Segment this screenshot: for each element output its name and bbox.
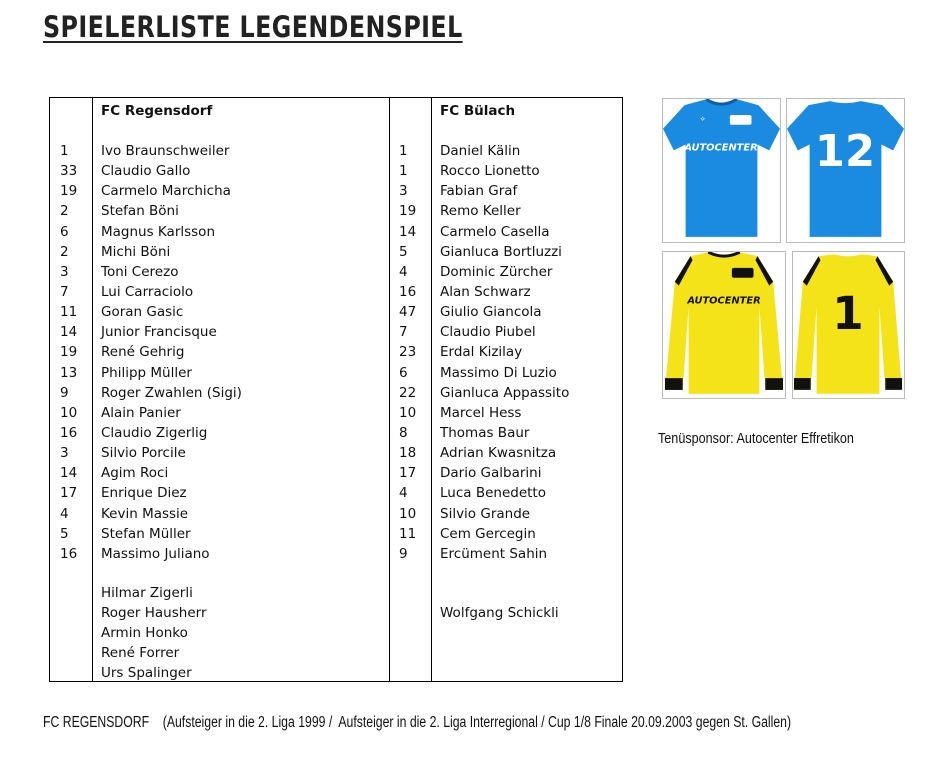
player-name: Ivo Braunschweiler	[101, 143, 230, 159]
player-number: 5	[60, 525, 69, 542]
player-name: Carmelo Marchicha	[101, 183, 231, 200]
player-roster-table	[49, 97, 623, 682]
player-list-regensdorf	[60, 141, 380, 564]
extra-person: Hilmar Zigerli	[101, 585, 193, 601]
player-row	[60, 423, 380, 443]
column-divider	[389, 98, 390, 681]
player-name: Carmelo Casella	[440, 223, 550, 240]
player-number: 2	[60, 243, 69, 260]
player-number: 2	[60, 203, 69, 220]
sponsor-caption: Tenüsponsor: Autocenter Effretikon	[658, 430, 854, 447]
player-name: Daniel Kälin	[440, 143, 521, 159]
player-number: 3	[60, 445, 69, 462]
player-number: 19	[60, 344, 78, 361]
keeper-jersey-back-image	[792, 251, 905, 399]
player-name: Stefan Böni	[101, 203, 179, 220]
player-row	[60, 282, 380, 302]
page-title: SPIELERLISTE LEGENDENSPIEL	[43, 10, 463, 44]
player-number: 9	[60, 384, 69, 401]
player-number: 7	[399, 324, 408, 341]
back-number: 12	[814, 127, 876, 178]
sponsor-logo-text: AUTOCENTER	[684, 142, 758, 154]
footer-club: FC REGENSDORF	[43, 714, 150, 731]
player-row	[399, 201, 619, 221]
player-row	[399, 262, 619, 282]
player-row	[60, 383, 380, 403]
player-name: Luca Benedetto	[440, 485, 546, 502]
player-number: 13	[60, 364, 78, 381]
player-row	[399, 383, 619, 403]
player-row	[60, 443, 380, 463]
player-number: 4	[399, 485, 408, 502]
player-number: 7	[60, 283, 69, 300]
player-name: Fabian Graf	[440, 183, 518, 200]
player-number: 10	[60, 404, 78, 421]
player-name: Philipp Müller	[101, 364, 192, 381]
player-number: 10	[399, 505, 417, 522]
player-list-buelach	[399, 141, 619, 564]
player-name: Silvio Grande	[440, 505, 531, 522]
player-name: Erdal Kizilay	[440, 344, 523, 361]
player-number: 11	[399, 525, 417, 542]
player-name: Roger Zwahlen (Sigi)	[101, 384, 242, 401]
player-row	[399, 504, 619, 524]
player-row	[399, 282, 619, 302]
player-row	[399, 423, 619, 443]
player-name: Toni Cerezo	[101, 263, 179, 280]
player-name: Gianluca Bortluzzi	[440, 243, 562, 260]
player-name: Ercüment Sahin	[440, 545, 548, 562]
player-number: 47	[399, 304, 417, 321]
player-name: Enrique Diez	[101, 485, 187, 502]
player-name: Michi Böni	[101, 243, 171, 260]
extra-list-buelach	[440, 603, 559, 623]
player-row	[60, 342, 380, 362]
player-row	[399, 181, 619, 201]
player-row	[60, 403, 380, 423]
player-number: 4	[399, 263, 408, 280]
player-name: Claudio Zigerlig	[101, 424, 208, 441]
player-row	[60, 504, 380, 524]
extra-person: Wolfgang Schickli	[440, 605, 559, 621]
player-number: 1	[60, 143, 69, 159]
svg-text:⟡: ⟡	[700, 114, 705, 123]
player-row	[60, 363, 380, 383]
player-row	[60, 483, 380, 503]
player-number: 17	[399, 465, 417, 482]
player-row	[399, 363, 619, 383]
player-row	[60, 262, 380, 282]
player-row	[60, 141, 380, 161]
player-row	[399, 342, 619, 362]
player-name: Agim Roci	[101, 465, 169, 482]
player-number: 4	[60, 505, 69, 522]
keeper-jersey-front-image	[662, 251, 786, 399]
player-row	[60, 242, 380, 262]
player-number: 22	[399, 384, 417, 401]
extra-person: Urs Spalinger	[101, 665, 192, 681]
player-row	[60, 463, 380, 483]
footer-note	[43, 714, 791, 732]
player-name: Giulio Giancola	[440, 304, 542, 321]
player-name: Cem Gercegin	[440, 525, 536, 542]
player-row	[60, 161, 380, 181]
player-name: Lui Carraciolo	[101, 283, 194, 300]
player-row	[399, 322, 619, 342]
footer-details: (Aufsteiger in die 2. Liga 1999 / Aufsteiger in die 2. Liga Interregional / Cup 1/8 Finale 20.09.2003 gegen St. Gallen)	[162, 714, 792, 731]
team-name-buelach: FC Bülach	[440, 103, 516, 119]
player-number: 23	[399, 344, 417, 361]
player-name: Massimo Juliano	[101, 545, 210, 562]
player-name: Adrian Kwasnitza	[440, 445, 557, 462]
player-row	[399, 161, 619, 181]
player-number: 3	[60, 263, 69, 280]
extra-person: Armin Honko	[101, 625, 188, 641]
player-number: 33	[60, 163, 78, 180]
player-name: Junior Francisque	[101, 324, 217, 341]
player-number: 5	[399, 243, 408, 260]
player-row	[60, 302, 380, 322]
player-number: 1	[399, 143, 408, 159]
player-number: 1	[399, 163, 408, 180]
player-row	[399, 463, 619, 483]
player-row	[60, 544, 380, 564]
player-name: Kevin Massie	[101, 505, 189, 522]
player-row	[399, 242, 619, 262]
player-name: Dominic Zürcher	[440, 263, 553, 280]
back-number: 1	[832, 286, 864, 340]
team-name-regensdorf: FC Regensdorf	[101, 103, 213, 119]
player-number: 14	[60, 465, 78, 482]
player-row	[399, 222, 619, 242]
player-row	[399, 302, 619, 322]
player-row	[399, 483, 619, 503]
player-number: 18	[399, 445, 417, 462]
player-name: Dario Galbarini	[440, 465, 542, 482]
player-number: 16	[399, 283, 417, 300]
player-number: 11	[60, 304, 78, 321]
player-name: Marcel Hess	[440, 404, 522, 421]
field-jersey-back-image	[786, 98, 905, 243]
player-number: 17	[60, 485, 78, 502]
player-row	[399, 544, 619, 564]
extra-person: René Forrer	[101, 645, 180, 661]
player-name: Goran Gasic	[101, 304, 184, 321]
player-row	[60, 524, 380, 544]
player-name: Claudio Gallo	[101, 163, 191, 180]
player-number: 16	[60, 424, 78, 441]
player-row	[60, 222, 380, 242]
field-jersey-front-image	[662, 98, 781, 243]
player-number: 10	[399, 404, 417, 421]
player-name: Silvio Porcile	[101, 445, 186, 462]
player-row	[399, 141, 619, 161]
player-row	[60, 322, 380, 342]
player-number: 16	[60, 545, 78, 562]
player-name: Stefan Müller	[101, 525, 191, 542]
player-name: Rocco Lionetto	[440, 163, 540, 180]
extra-person: Roger Hausherr	[101, 605, 207, 621]
player-number: 19	[399, 203, 417, 220]
player-name: Alain Panier	[101, 404, 181, 421]
player-number: 9	[399, 545, 408, 562]
player-name: Remo Keller	[440, 203, 521, 220]
player-row	[399, 524, 619, 544]
player-row	[60, 201, 380, 221]
player-name: Thomas Baur	[440, 424, 530, 441]
player-row	[60, 181, 380, 201]
player-name: Claudio Piubel	[440, 324, 536, 341]
player-number: 14	[60, 324, 78, 341]
player-row	[399, 443, 619, 463]
player-number: 6	[399, 364, 408, 381]
player-name: Alan Schwarz	[440, 283, 531, 300]
player-name: René Gehrig	[101, 344, 185, 361]
player-row	[399, 403, 619, 423]
extra-list-regensdorf	[101, 583, 207, 683]
player-number: 3	[399, 183, 408, 200]
player-name: Magnus Karlsson	[101, 223, 215, 240]
player-name: Massimo Di Luzio	[440, 364, 557, 381]
player-number: 14	[399, 223, 417, 240]
player-name: Gianluca Appassito	[440, 384, 570, 401]
player-number: 19	[60, 183, 78, 200]
player-number: 6	[60, 223, 69, 240]
field-jersey-front-shape	[663, 99, 780, 237]
player-number: 8	[399, 424, 408, 441]
sponsor-logo-text: AUTOCENTER	[687, 295, 761, 307]
